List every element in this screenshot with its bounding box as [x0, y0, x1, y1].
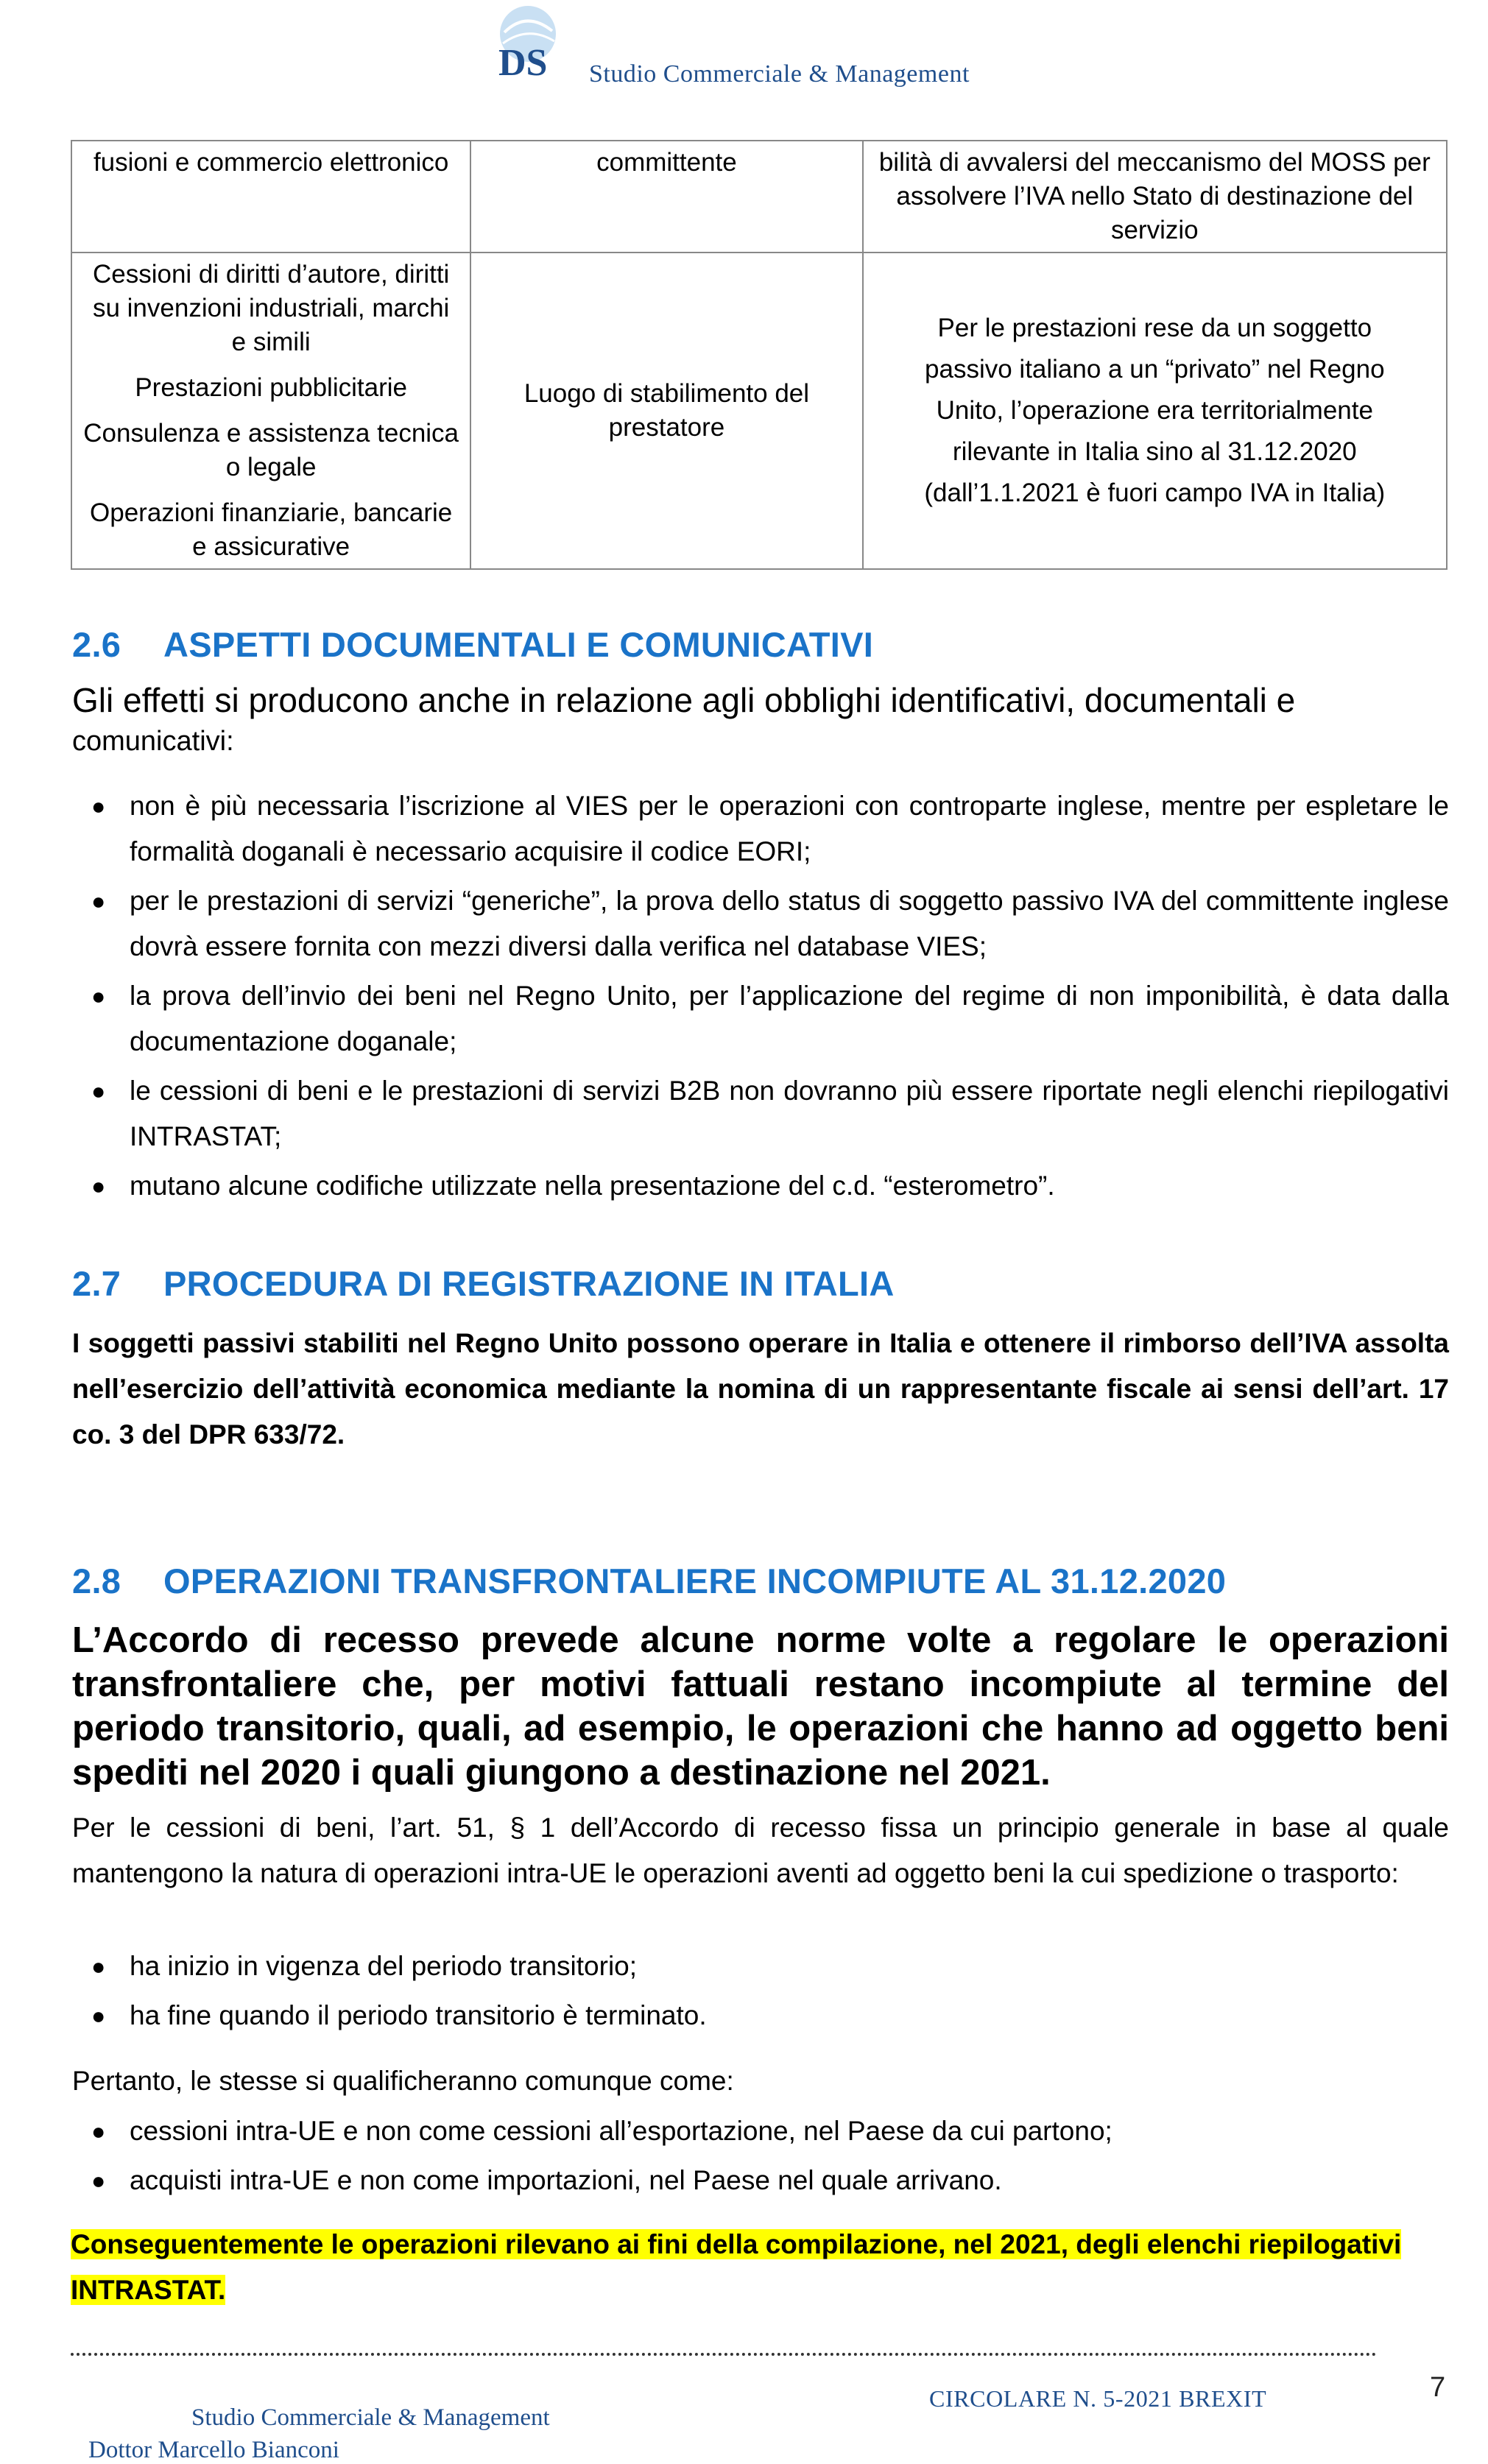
section-heading-2-6	[72, 624, 873, 665]
section-title: OPERAZIONI TRANSFRONTALIERE INCOMPIUTE AL 31.12.2020	[163, 1561, 1227, 1600]
bullet-icon: ●	[91, 1078, 106, 1104]
list-item: ● le cessioni di beni e le prestazioni di servizi B2B non dovranno più essere riportate negli elenchi riepilogativi INTRASTAT;	[72, 1068, 1449, 1159]
section-title: PROCEDURA DI REGISTRAZIONE IN ITALIA	[163, 1264, 895, 1303]
table-cell: committente	[470, 141, 862, 253]
list-item: ● mutano alcune codifiche utilizzate nella presentazione del c.d. “esterometro”.	[72, 1163, 1449, 1209]
list-item: ● non è più necessaria l’iscrizione al VIES per le operazioni con controparte inglese, mentre per espletare le formalità doganali è necessario acquisire il codice EORI;	[72, 783, 1449, 875]
service-item: Operazioni finanziarie, bancarie e assicurative	[90, 498, 453, 561]
table-row	[71, 141, 1447, 253]
footer-author: Dottor Marcello Bianconi	[88, 2437, 339, 2463]
table-cell: bilità di avvalersi del meccanismo del MOSS per assolvere l’IVA nello Stato di destinazione del servizio	[863, 141, 1447, 253]
bullet-icon: ●	[91, 2118, 106, 2144]
section-paragraph: Pertanto, le stesse si qualificheranno comunque come:	[72, 2066, 734, 2096]
section-intro	[72, 679, 1449, 761]
section-number: 2.8	[72, 1561, 121, 1600]
list-item: ● cessioni intra-UE e non come cessioni all’esportazione, nel Paese da cui partono;	[72, 2108, 1449, 2154]
highlighted-conclusion	[71, 2222, 1450, 2313]
table-cell: fusioni e commercio elettronico	[71, 141, 470, 253]
bullet-icon: ●	[91, 2002, 106, 2029]
section-heading-2-8	[72, 1561, 1226, 1601]
table-cell-services	[71, 253, 470, 569]
section-lead: L’Accordo di recesso prevede alcune norme volte a regolare le operazioni transfrontaliere che, per motivi fattuali restano incompiute al termine del periodo transitorio, quali, ad esempio, le operazioni che hanno ad oggetto beni spediti nel 2020 i quali giungono a destinazione nel 2021.	[72, 1620, 1449, 1793]
note-line: passivo italiano a un “privato” nel Regno	[925, 355, 1385, 384]
section-paragraph: I soggetti passivi stabiliti nel Regno Unito possono operare in Italia e ottenere il rimborso dell’IVA assolta nell’esercizio dell’attività economica mediante la nomina di un rappresentante fiscale ai sensi dell’art. 17 co. 3 del DPR 633/72.	[72, 1328, 1449, 1450]
list-item: ● ha fine quando il periodo transitorio è terminato.	[72, 1993, 1449, 2038]
bullet-list	[72, 2108, 1449, 2207]
note-line: (dall’1.1.2021 è fuori campo IVA in Italia)	[924, 479, 1386, 507]
bullet-icon: ●	[91, 2167, 106, 2194]
service-item: Cessioni di diritti d’autore, diritti su invenzioni industriali, marchi e simili	[92, 260, 450, 356]
bullet-icon: ●	[91, 793, 106, 819]
services-table	[71, 140, 1448, 570]
note-line: Unito, l’operazione era territorialmente	[936, 396, 1373, 425]
logo-text: DS	[498, 42, 548, 84]
service-item: Prestazioni pubblicitarie	[135, 373, 407, 402]
list-item: ● ha inizio in vigenza del periodo transitorio;	[72, 1944, 1449, 1989]
place-rule: Luogo di stabilimento del prestatore	[523, 379, 810, 442]
bullet-icon: ●	[91, 983, 106, 1009]
bullet-icon: ●	[91, 1173, 106, 1199]
note-line: rilevante in Italia sino al 31.12.2020	[952, 437, 1357, 466]
footer-divider	[71, 2353, 1377, 2356]
footer-doc-reference: CIRCOLARE N. 5-2021 BREXIT	[929, 2385, 1267, 2412]
table-cell-notes	[863, 253, 1447, 569]
table-cell	[470, 253, 862, 569]
bullet-icon: ●	[91, 888, 106, 914]
bullet-list	[72, 783, 1449, 1212]
section-heading-2-7	[72, 1263, 895, 1304]
highlight-text: Conseguentemente le operazioni rilevano ai fini della compilazione, nel 2021, degli elenchi riepilogativi INTRASTAT.	[71, 2229, 1402, 2305]
service-item: Consulenza e assistenza tecnica o legale	[83, 419, 459, 481]
section-paragraph: Per le cessioni di beni, l’art. 51, § 1 dell’Accordo di recesso fissa un principio generale in base al quale mantengono la natura di operazioni intra-UE le operazioni aventi ad oggetto beni la cui spedizione o trasporto:	[72, 1812, 1449, 1888]
company-logo	[482, 3, 578, 84]
list-item: ● acquisti intra-UE e non come importazioni, nel Paese nel quale arrivano.	[72, 2158, 1449, 2203]
section-number: 2.6	[72, 625, 121, 664]
intro-line: Gli effetti si producono anche in relazione agli obblighi identificativi, documentali e	[72, 681, 1296, 719]
bullet-icon: ●	[91, 1953, 106, 1980]
section-number: 2.7	[72, 1264, 121, 1303]
intro-line: comunicativi:	[72, 726, 234, 757]
list-item: ● per le prestazioni di servizi “generiche”, la prova dello status di soggetto passivo IVA del committente inglese dovrà essere fornita con mezzi diversi dalla verifica nel database VIES;	[72, 878, 1449, 970]
page-number: 7	[1430, 2372, 1446, 2403]
bullet-list	[72, 1944, 1449, 2042]
header-company-name: Studio Commerciale & Management	[589, 60, 970, 88]
section-title: ASPETTI DOCUMENTALI E COMUNICATIVI	[163, 625, 874, 664]
list-item: ● la prova dell’invio dei beni nel Regno Unito, per l’applicazione del regime di non imponibilità, è data dalla documentazione doganale;	[72, 973, 1449, 1065]
footer-company-name: Studio Commerciale & Management	[191, 2404, 550, 2431]
note-line: Per le prestazioni rese da un soggetto	[937, 314, 1372, 342]
table-row	[71, 253, 1447, 569]
